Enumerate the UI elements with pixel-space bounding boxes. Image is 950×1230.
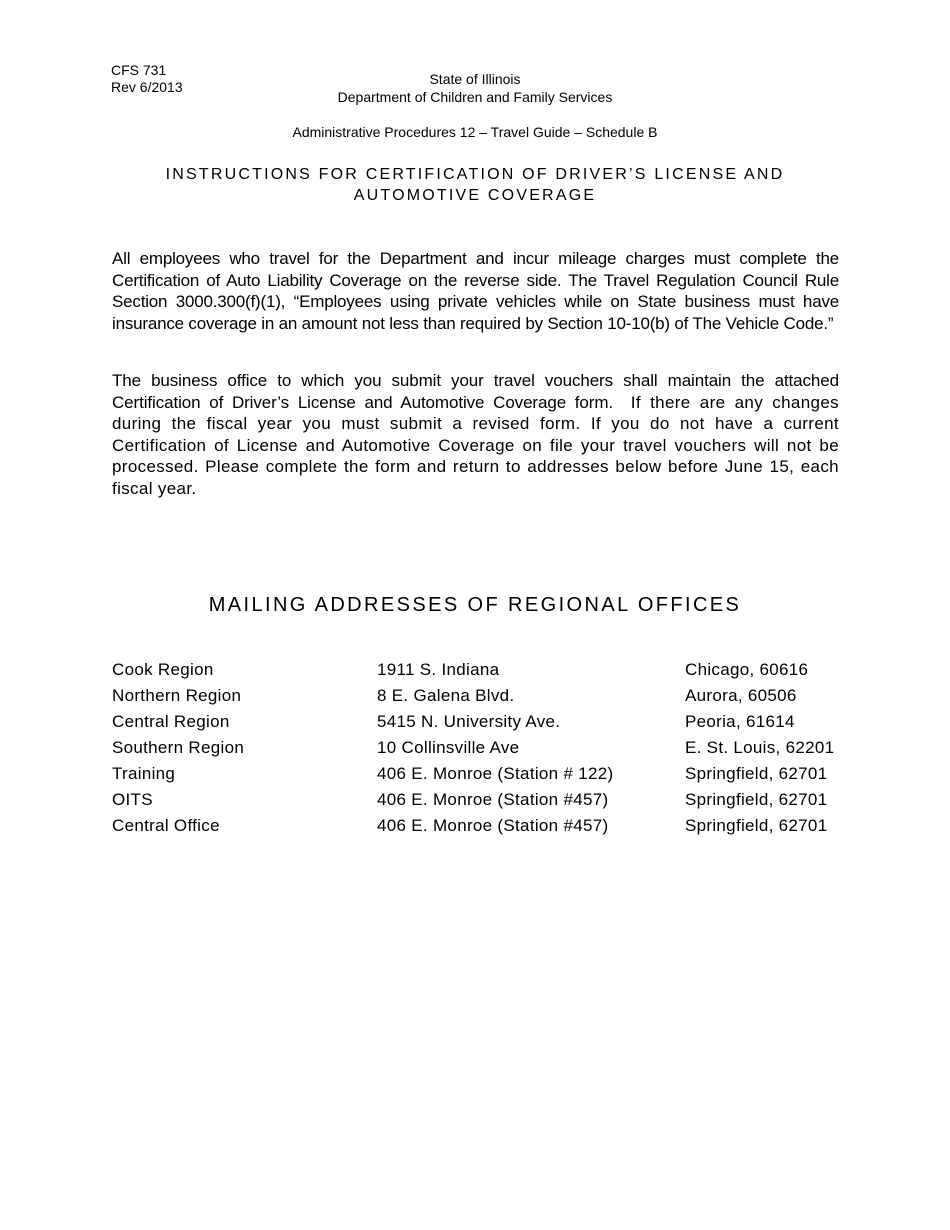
- office-row: [112, 764, 852, 790]
- office-city: Springfield, 62701: [685, 790, 828, 809]
- office-city: E. St. Louis, 62201: [685, 738, 835, 757]
- office-row: [112, 660, 852, 686]
- mailing-addresses-title: MAILING ADDRESSES OF REGIONAL OFFICES: [208, 594, 742, 616]
- office-city: Springfield, 62701: [685, 816, 828, 835]
- office-row: [112, 738, 852, 764]
- instructions-title-line2: AUTOMOTIVE COVERAGE: [353, 187, 597, 204]
- department-name: Department of Children and Family Services: [337, 89, 613, 105]
- office-street: 5415 N. University Ave.: [377, 712, 561, 731]
- office-region: Northern Region: [112, 686, 242, 705]
- instructions-paragraph-1: All employees who travel for the Department and incur mileage charges must complete the Certification of Auto Liability Coverage on the reverse side. The Travel Regulation Council Rule Section 3000.300(f)(1), “Employees using private vehicles while on State business must have insurance coverage in an amount not less than required by Section 10-10(b) of The Vehicle Code.”: [112, 249, 839, 333]
- state-name: State of Illinois: [429, 71, 521, 87]
- office-street: 1911 S. Indiana: [377, 660, 500, 679]
- office-street: 406 E. Monroe (Station #457): [377, 790, 609, 809]
- office-region: OITS: [112, 790, 153, 809]
- office-row: [112, 686, 852, 712]
- office-region: Training: [112, 764, 176, 783]
- instructions-title-line1: INSTRUCTIONS FOR CERTIFICATION OF DRIVER’S LICENSE AND: [165, 166, 785, 183]
- office-row: [112, 712, 852, 738]
- office-city: Peoria, 61614: [685, 712, 795, 731]
- procedure-reference: Administrative Procedures 12 – Travel Guide – Schedule B: [292, 124, 658, 140]
- office-address-list: [112, 660, 852, 842]
- office-city: Chicago, 60616: [685, 660, 809, 679]
- paragraph-2-rest: If there are any changes during the fiscal year you must submit a revised form. If you do not have a current Certification of License and Automotive Coverage on file your travel vouchers will not be processed. Please complete the form and return to addresses below before June 15, each fiscal year.: [112, 392, 840, 498]
- office-row: [112, 790, 852, 816]
- office-city: Springfield, 62701: [685, 764, 828, 783]
- office-city: Aurora, 60506: [685, 686, 797, 705]
- office-row: [112, 816, 852, 842]
- office-street: 406 E. Monroe (Station #457): [377, 816, 609, 835]
- instructions-title: [0, 164, 950, 206]
- agency-header: [0, 70, 950, 106]
- form-revision: Rev 6/2013: [111, 79, 183, 95]
- office-region: Southern Region: [112, 738, 245, 757]
- paragraph-2-lead: The business office to which you submit your travel vouchers shall maintain the attached Certification of Driver’s License and Automotive Coverage form.: [112, 371, 839, 412]
- office-street: 406 E. Monroe (Station # 122): [377, 764, 614, 783]
- form-number: CFS 731: [111, 62, 167, 78]
- instructions-paragraph-2: [112, 370, 839, 500]
- office-region: Central Office: [112, 816, 220, 835]
- office-region: Central Region: [112, 712, 230, 731]
- office-street: 8 E. Galena Blvd.: [377, 686, 515, 705]
- office-street: 10 Collinsville Ave: [377, 738, 520, 757]
- office-region: Cook Region: [112, 660, 214, 679]
